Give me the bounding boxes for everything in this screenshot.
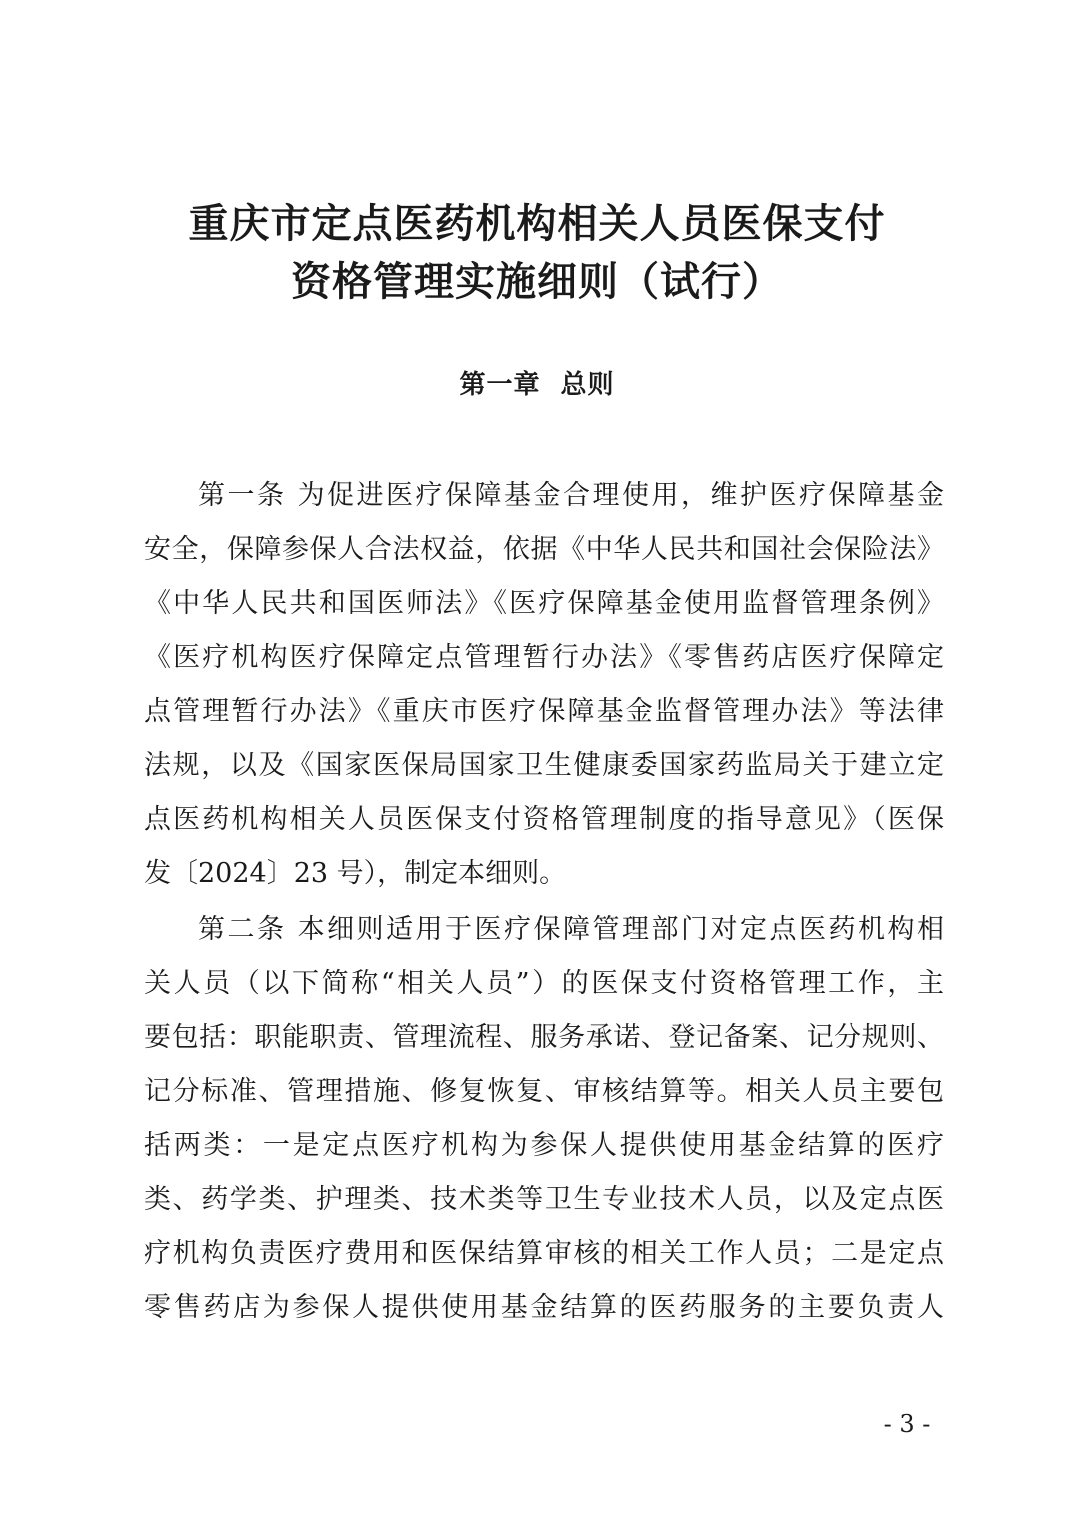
page-number: - 3 - bbox=[883, 1410, 931, 1438]
chapter-heading: 第一章 总则 bbox=[459, 370, 615, 400]
article-2-line-8: 零售药店为参保人提供使用基金结算的医药服务的主要负责人 bbox=[144, 1292, 944, 1323]
article-1-line-4: 《医疗机构医疗保障定点管理暂行办法》《零售药店医疗保障定 bbox=[144, 642, 944, 673]
article-1-line-2: 安全，保障参保人合法权益，依据《中华人民共和国社会保险法》 bbox=[144, 534, 944, 565]
article-2-line-4: 记分标准、管理措施、修复恢复、审核结算等。相关人员主要包 bbox=[144, 1076, 944, 1107]
article-2-line-5: 括两类：一是定点医疗机构为参保人提供使用基金结算的医疗 bbox=[144, 1130, 944, 1161]
article-2-line-1: 第二条 本细则适用于医疗保障管理部门对定点医药机构相 bbox=[198, 914, 944, 945]
article-1-line-5: 点管理暂行办法》《重庆市医疗保障基金监督管理办法》等法律 bbox=[144, 696, 944, 727]
article-2-line-2: 关人员（以下简称“相关人员”）的医保支付资格管理工作，主 bbox=[144, 968, 944, 999]
article-1-line-7: 点医药机构相关人员医保支付资格管理制度的指导意见》（医保 bbox=[144, 804, 944, 835]
article-1-line-1: 第一条 为促进医疗保障基金合理使用，维护医疗保障基金 bbox=[198, 480, 944, 511]
document-title-line-1: 重庆市定点医药机构相关人员医保支付 bbox=[188, 200, 886, 247]
article-2-line-7: 疗机构负责医疗费用和医保结算审核的相关工作人员；二是定点 bbox=[144, 1238, 944, 1269]
article-2-line-3: 要包括：职能职责、管理流程、服务承诺、登记备案、记分规则、 bbox=[144, 1022, 944, 1053]
article-2-line-6: 类、药学类、护理类、技术类等卫生专业技术人员，以及定点医 bbox=[144, 1184, 944, 1215]
article-1-line-8: 发〔2024〕23 号），制定本细则。 bbox=[144, 858, 567, 889]
document-title-line-2: 资格管理实施细则（试行） bbox=[291, 258, 783, 305]
article-1-line-6: 法规，以及《国家医保局国家卫生健康委国家药监局关于建立定 bbox=[144, 750, 944, 781]
article-1-line-3: 《中华人民共和国医师法》《医疗保障基金使用监督管理条例》 bbox=[144, 588, 944, 619]
